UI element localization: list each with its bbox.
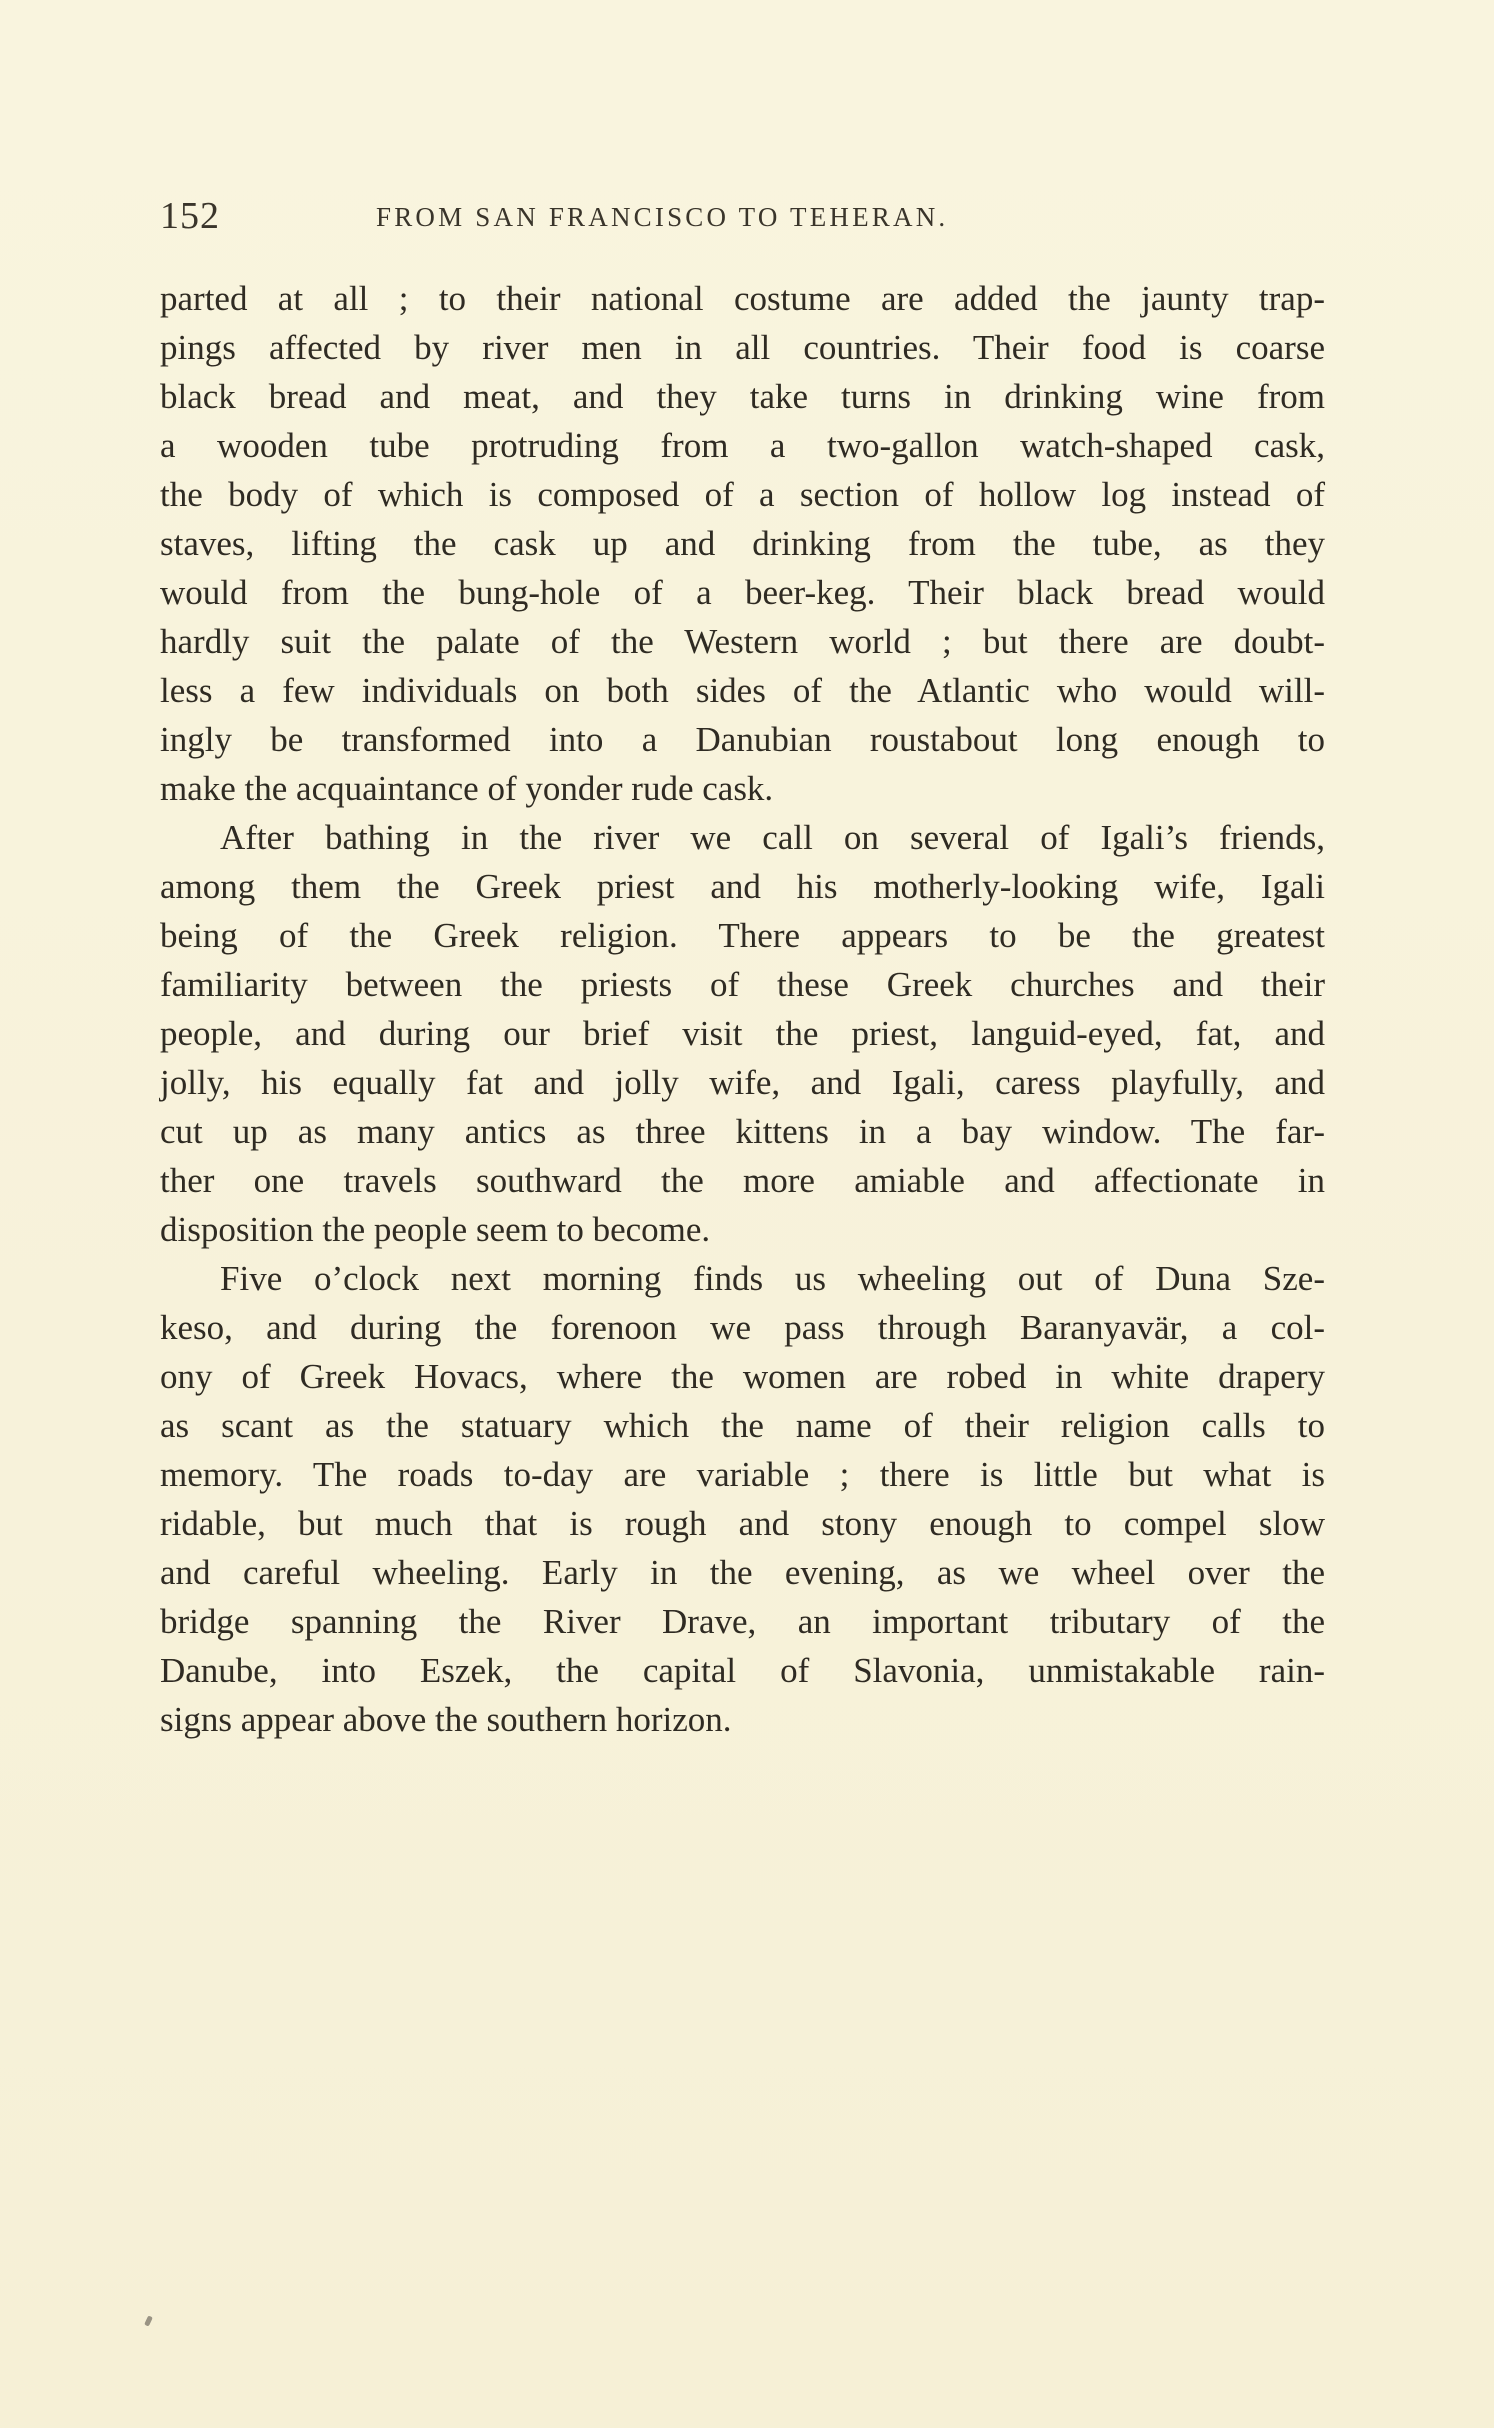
text-line: would from the bung-hole of a beer-keg. Their black bread would (160, 573, 1325, 612)
text-line: Danube, into Eszek, the capital of Slavonia, unmistakable rain- (160, 1651, 1325, 1690)
page-number: 152 (160, 195, 220, 237)
text-line: parted at all ; to their national costume are added the jaunty trap- (160, 279, 1325, 318)
paragraph-2 (160, 813, 1325, 1254)
text-line: bridge spanning the River Drave, an important tributary of the (160, 1602, 1325, 1641)
text-line: ingly be transformed into a Danubian roustabout long enough to (160, 720, 1325, 759)
text-line: signs appear above the southern horizon. (160, 1700, 732, 1739)
text-line: as scant as the statuary which the name of their religion calls to (160, 1406, 1325, 1445)
text-line: Five o’clock next morning finds us wheeling out of Duna Sze- (220, 1259, 1325, 1298)
text-line: After bathing in the river we call on several of Igali’s friends, (220, 818, 1325, 857)
paragraph-3 (160, 1254, 1325, 1744)
text-line: make the acquaintance of yonder rude cask. (160, 769, 774, 808)
text-line: hardly suit the palate of the Western world ; but there are doubt- (160, 622, 1325, 661)
text-line: among them the Greek priest and his motherly-looking wife, Igali (160, 867, 1325, 906)
text-line: people, and during our brief visit the priest, languid-eyed, fat, and (160, 1014, 1325, 1053)
text-line: staves, lifting the cask up and drinking from the tube, as they (160, 524, 1325, 563)
text-line: disposition the people seem to become. (160, 1210, 711, 1249)
text-line: jolly, his equally fat and jolly wife, and Igali, caress playfully, and (160, 1063, 1325, 1102)
ink-speck (144, 2315, 153, 2326)
text-line: ther one travels southward the more amiable and affectionate in (160, 1161, 1325, 1200)
text-line: memory. The roads to-day are variable ; there is little but what is (160, 1455, 1325, 1494)
text-line: keso, and during the forenoon we pass through Baranyavär, a col- (160, 1308, 1325, 1347)
text-line: less a few individuals on both sides of the Atlantic who would will- (160, 671, 1325, 710)
running-head (160, 194, 1112, 244)
text-line: and careful wheeling. Early in the evening, as we wheel over the (160, 1553, 1325, 1592)
text-line: cut up as many antics as three kittens in a bay window. The far- (160, 1112, 1325, 1151)
text-line: black bread and meat, and they take turns in drinking wine from (160, 377, 1325, 416)
text-line: a wooden tube protruding from a two-gallon watch-shaped cask, (160, 426, 1325, 465)
paragraph-1 (160, 274, 1325, 813)
body-text (160, 274, 1325, 1744)
text-line: familiarity between the priests of these Greek churches and their (160, 965, 1325, 1004)
text-line: ony of Greek Hovacs, where the women are robed in white drapery (160, 1357, 1325, 1396)
running-title: FROM SAN FRANCISCO TO TEHERAN. (376, 202, 949, 232)
text-line: ridable, but much that is rough and stony enough to compel slow (160, 1504, 1325, 1543)
text-line: being of the Greek religion. There appears to be the greatest (160, 916, 1325, 955)
text-line: pings affected by river men in all countries. Their food is coarse (160, 328, 1325, 367)
text-line: the body of which is composed of a section of hollow log instead of (160, 475, 1325, 514)
